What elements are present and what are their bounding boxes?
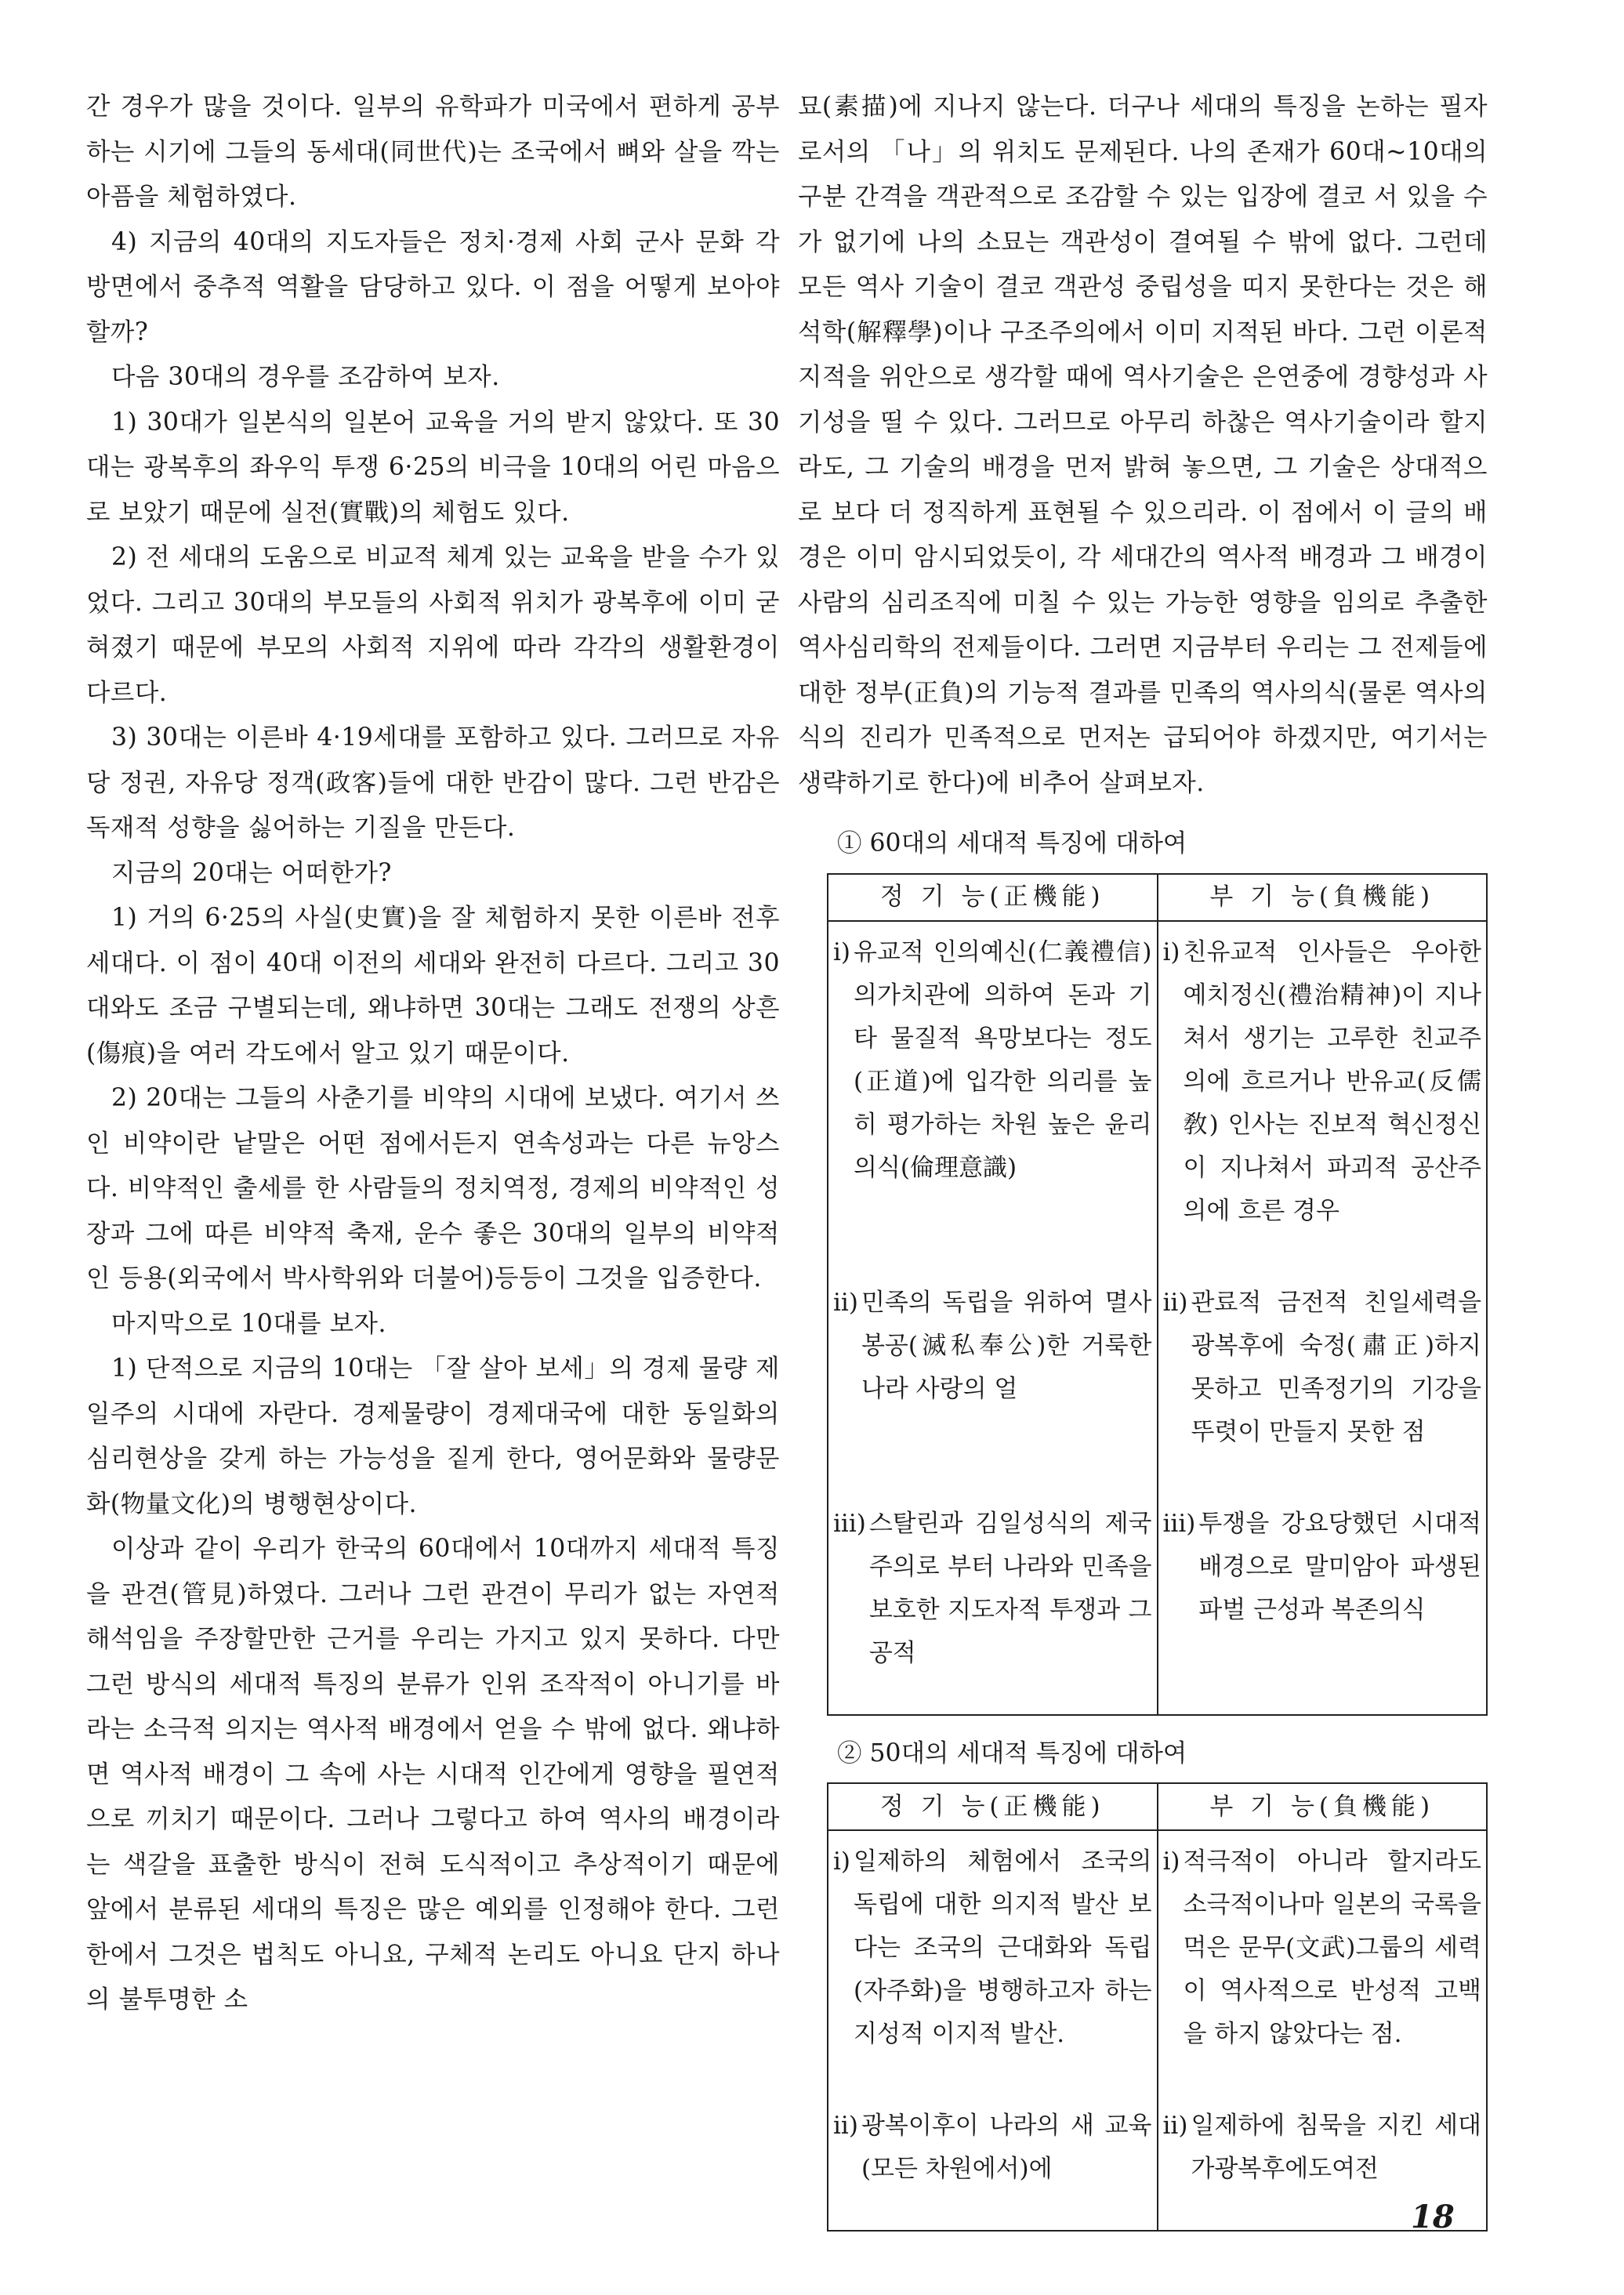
- item-text: 광복이후이 나라의 새 교육(모든 차원에서)에: [861, 2112, 1152, 2183]
- left-column: [86, 85, 780, 2023]
- positive-function-cell: [828, 1272, 1158, 1493]
- item-number: i): [833, 937, 851, 966]
- paragraph: 1) 단적으로 지금의 10대는 「잘 살아 보세」의 경제 물량 제일주의 시대에 자란다. 경제물량이 경제대국에 대한 동일화의 심리현상을 갖게 하는 가능성을 짙게 한다, 영어문화와 물량문화(物量文化)의 병행현상이다.: [86, 1354, 780, 1518]
- negative-function-cell: [1158, 921, 1488, 1272]
- item-text: 관료적 금전적 친일세력을 광복후에 숙정(肅正)하지 못하고 민족정기의 기강을 뚜렷이 만들지 못한 점: [1191, 1288, 1481, 1446]
- table-row: [828, 1830, 1487, 2095]
- positive-function-cell: [828, 1493, 1158, 1715]
- table-caption: ① 60대의 세대적 특징에 대하여: [837, 829, 1187, 857]
- negative-function-cell: [1158, 1272, 1488, 1493]
- positive-function-header: 정 기 능(正機能): [828, 1783, 1158, 1830]
- item-number: i): [1162, 937, 1180, 966]
- positive-function-cell: [828, 1830, 1158, 2095]
- positive-function-cell: [828, 921, 1158, 1272]
- table-row: [828, 1272, 1487, 1493]
- item-text: 투쟁을 강요당했던 시대적 배경으로 말미암아 파생된 파벌 근성과 복존의식: [1198, 1509, 1481, 1624]
- paragraph: 지금의 20대는 어떠한가?: [111, 858, 392, 887]
- item-number: ii): [833, 1288, 858, 1317]
- table-caption: ② 50대의 세대적 특징에 대하여: [837, 1738, 1187, 1767]
- paragraph: 간 경우가 많을 것이다. 일부의 유학파가 미국에서 편하게 공부하는 시기에 그들의 동세대(同世代)는 조국에서 뼈와 살을 깍는 아픔을 체험하였다.: [86, 92, 780, 211]
- item-text: 유교적 인의예신(仁義禮信)의가치관에 의하여 돈과 기타 물질적 욕망보다는 정도(正道)에 입각한 의리를 높히 평가하는 차원 높은 윤리의식(倫理意識): [854, 937, 1152, 1182]
- paragraph: 다음 30대의 경우를 조감하여 보자.: [111, 363, 500, 391]
- right-column: [798, 85, 1488, 2232]
- table-row: [828, 2095, 1487, 2231]
- item-number: i): [1162, 1847, 1180, 1876]
- negative-function-header: 부 기 능(負機能): [1158, 1783, 1488, 1830]
- paragraph: 묘(素描)에 지나지 않는다. 더구나 세대의 특징을 논하는 필자로서의 「나」의 위치도 문제된다. 나의 존재가 60대~10대의 구분 간격을 객관적으로 조감할 수 있는 입장에 결코 서 있을 수가 없기에 나의 소묘는 객관성이 결여될 수 밖에 없다. 그런데 모든 역사 기술이 결코 객관성 중립성을 띠지 못한다는 것은 해석학(解釋學)이나 구조주의에서 이미 지적된 바다. 그런 이론적 지적을 위안으로 생각할 때에 역사기술은 은연중에 경향성과 사기성을 띨 수 있다. 그러므로 아무리 하찮은 역사기술이라 할지라도, 그 기술의 배경을 먼저 밝혀 놓으면, 그 기술은 상대적으로 보다 더 정직하게 표현될 수 있으리라. 이 점에서 이 글의 배경은 이미 암시되었듯이, 각 세대간의 역사적 배경과 그 배경이 사람의 심리조직에 미칠 수 있는 가능한 영향을 임의로 추출한 역사심리학의 전제들이다. 그러면 지금부터 우리는 그 전제들에 대한 정부(正負)의 기능적 결과를 민족의 역사의식(물론 역사의식의 진리가 민족적으로 먼저논 급되어야 하겠지만, 여기서는 생략하기로 한다)에 비추어 살펴보자.: [798, 92, 1488, 797]
- item-text: 적극적이 아니라 할지라도 소극적이나마 일본의 국록을 먹은 문무(文武)그룹의 세력이 역사적으로 반성적 고백을 하지 않았다는 점.: [1183, 1847, 1481, 2048]
- item-text: 일제하의 체험에서 조국의 독립에 대한 의지적 발산 보다는 조국의 근대화와 독립(자주화)을 병행하고자 하는 지성적 이지적 발산.: [854, 1847, 1152, 2048]
- paragraph: 2) 전 세대의 도움으로 비교적 체계 있는 교육을 받을 수가 있었다. 그리고 30대의 부모들의 사회적 위치가 광복후에 이미 굳혀졌기 때문에 부모의 사회적 지위에 따라 각각의 생활환경이 다르다.: [86, 543, 780, 707]
- paragraph: 2) 20대는 그들의 사춘기를 비약의 시대에 보냈다. 여기서 쓰인 비약이란 낱말은 어떤 점에서든지 연속성과는 다른 뉴앙스다. 비약적인 출세를 한 사람들의 정치역정, 경제의 비약적인 성장과 그에 따른 비약적 축재, 운수 좋은 30대의 일부의 비약적인 등용(외국에서 박사학위와 더불어)등등이 그것을 입증한다.: [86, 1084, 780, 1293]
- item-text: 친유교적 인사들은 우아한 예치정신(禮治精神)이 지나쳐서 생기는 고루한 친교주의에 흐르거나 반유교(反儒敎) 인사는 진보적 혁신정신이 지나쳐서 파괴적 공산주의에 흐른 경우: [1183, 937, 1481, 1225]
- paragraph: 마지막으로 10대를 보자.: [111, 1309, 386, 1338]
- negative-function-header: 부 기 능(負機能): [1158, 874, 1488, 921]
- paragraph: 이상과 같이 우리가 한국의 60대에서 10대까지 세대적 특징을 관견(管見)하였다. 그러나 그런 관견이 무리가 없는 자연적 해석임을 주장할만한 근거를 우리는 가지고 있지 못하다. 다만 그런 방식의 세대적 특징의 분류가 인위 조작적이 아니기를 바라는 소극적 의지는 역사적 배경에서 얻을 수 밖에 없다. 왜냐하면 역사적 배경이 그 속에 사는 시대적 인간에게 영향을 필연적으로 끼치기 때문이다. 그러나 그렇다고 하여 역사의 배경이라는 색갈을 표출한 방식이 전혀 도식적이고 추상적이기 때문에 앞에서 분류된 세대의 특징은 많은 예외를 인정해야 한다. 그런 한에서 그것은 법칙도 아니요, 구체적 논리도 아니요 단지 하나의 불투명한 소: [86, 1535, 780, 2014]
- generation-table: [827, 873, 1488, 1716]
- generation-table: [827, 1782, 1488, 2232]
- item-number: i): [833, 1847, 851, 1876]
- positive-function-cell: [828, 2095, 1158, 2231]
- paragraph: 4) 지금의 40대의 지도자들은 정치·경제 사회 군사 문화 각 방면에서 중추적 역활을 담당하고 있다. 이 점을 어떻게 보아야 할까?: [86, 227, 780, 346]
- item-number: iii): [1162, 1509, 1196, 1538]
- table-row: [828, 1493, 1487, 1715]
- page-number: 18: [1411, 2199, 1455, 2235]
- item-number: ii): [833, 2112, 858, 2140]
- positive-function-header: 정 기 능(正機能): [828, 874, 1158, 921]
- table-row: [828, 921, 1487, 1272]
- item-text: 민족의 독립을 위하여 멸사봉공(滅私奉公)한 거룩한 나라 사랑의 얼: [861, 1288, 1152, 1403]
- item-text: 스탈린과 김일성식의 제국주의로 부터 나라와 민족을 보호한 지도자적 투쟁과 그 공적: [868, 1509, 1152, 1667]
- item-number: ii): [1162, 2112, 1188, 2140]
- negative-function-cell: [1158, 1830, 1488, 2095]
- negative-function-cell: [1158, 1493, 1488, 1715]
- item-number: iii): [833, 1509, 866, 1538]
- paragraph: 3) 30대는 이른바 4·19세대를 포함하고 있다. 그러므로 자유당 정권, 자유당 정객(政客)들에 대한 반감이 많다. 그런 반감은 독재적 성향을 싫어하는 기질을 만든다.: [86, 723, 780, 842]
- paragraph: 1) 30대가 일본식의 일본어 교육을 거의 받지 않았다. 또 30대는 광복후의 좌우익 투쟁 6·25의 비극을 10대의 어린 마음으로 보았기 때문에 실전(實戰)의 체험도 있다.: [86, 408, 780, 527]
- paragraph: 1) 거의 6·25의 사실(史實)을 잘 체험하지 못한 이른바 전후세대다. 이 점이 40대 이전의 세대와 완전히 다르다. 그리고 30대와도 조금 구별되는데, 왜냐하면 30대는 그래도 전쟁의 상흔(傷痕)을 여러 각도에서 알고 있기 때문이다.: [86, 904, 780, 1068]
- item-text: 일제하에 침묵을 지킨 세대가광복후에도여전: [1191, 2112, 1481, 2183]
- item-number: ii): [1162, 1288, 1188, 1317]
